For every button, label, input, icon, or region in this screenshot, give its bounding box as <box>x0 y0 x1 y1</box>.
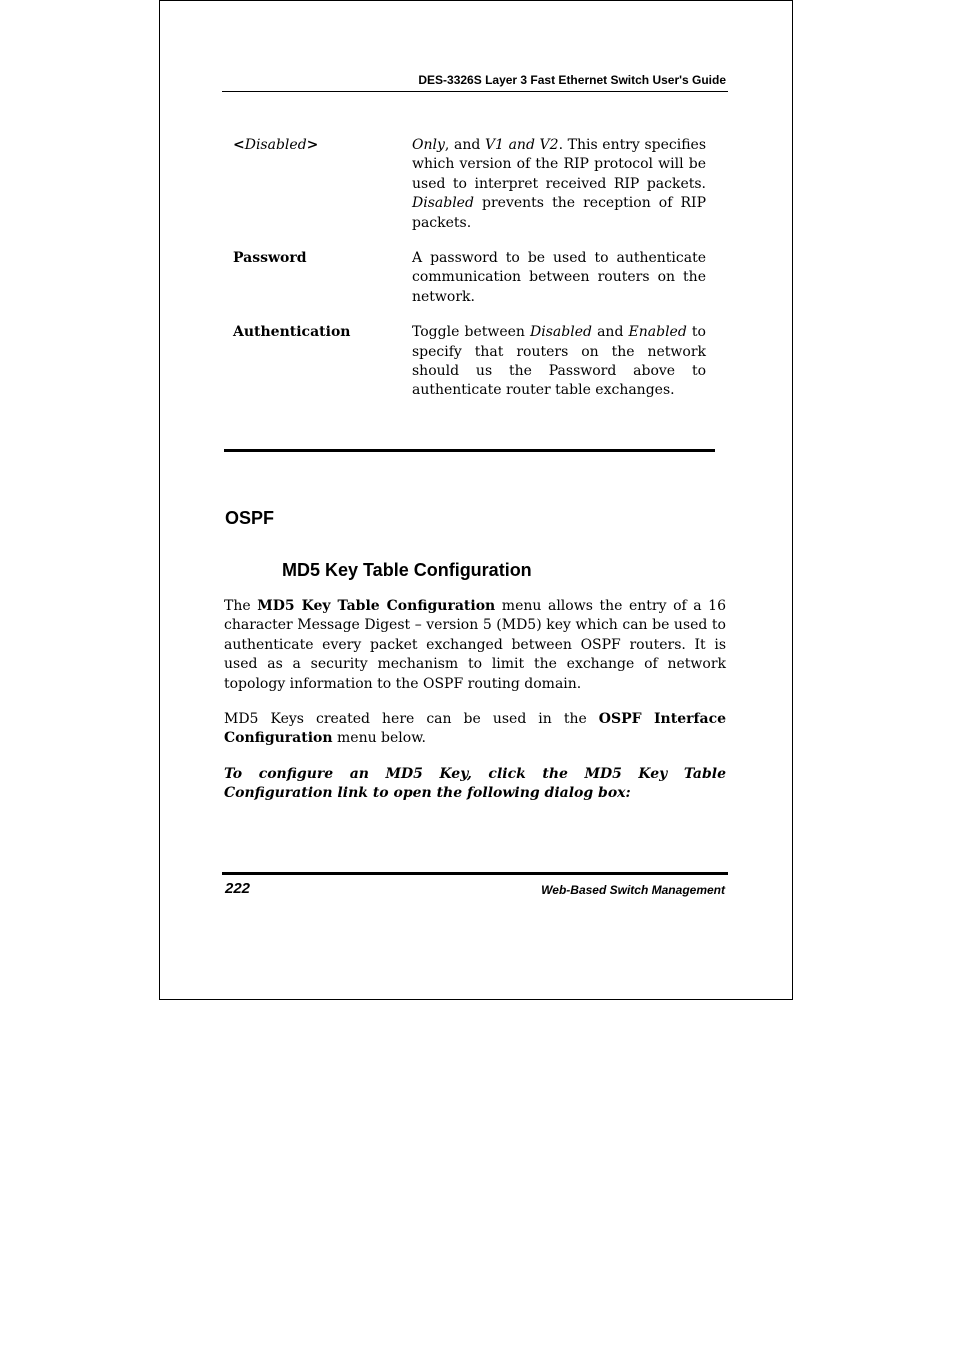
body-bold-term: MD5 Key Table Configuration <box>257 598 496 614</box>
body-text-run: MD5 Keys created here can be used in the <box>224 711 599 728</box>
header-divider <box>222 91 728 92</box>
param-name-disabled <box>224 136 412 233</box>
desc-emphasis: Enabled <box>628 324 687 341</box>
parameter-table <box>224 136 715 417</box>
desc-text: Toggle between <box>412 324 531 341</box>
param-desc-password: A password to be used to authenticate communication between routers on the network. <box>412 250 706 305</box>
body-text-run: The <box>224 598 258 614</box>
body-paragraph-2 <box>224 710 726 749</box>
param-row-disabled <box>224 136 715 233</box>
running-header: DES-3326S Layer 3 Fast Ethernet Switch User's Guide <box>418 73 726 87</box>
param-row-authentication <box>224 323 715 401</box>
body-paragraph-1 <box>224 597 726 694</box>
desc-text: , and <box>444 137 485 153</box>
desc-emphasis: Only <box>412 137 445 153</box>
desc-text: to specify that routers on the network should us the Password above to authenticate router table exchanges. <box>412 324 706 399</box>
param-name-disabled-text: Disabled <box>244 137 307 153</box>
param-name-password: Password <box>233 250 307 267</box>
desc-emphasis: Disabled <box>530 324 592 341</box>
desc-text: . This entry specifies which version of the RIP protocol will be used to interpret received RIP packets. <box>412 137 707 192</box>
param-row-password <box>224 249 715 307</box>
instruction-paragraph: To configure an MD5 Key, click the MD5 Key Table Configuration link to open the following dialog box: <box>224 765 726 802</box>
param-name-authentication: Authentication <box>233 324 351 341</box>
param-desc-disabled <box>412 136 706 233</box>
desc-text: and <box>591 324 629 341</box>
angle-close: > <box>306 137 319 153</box>
page-number: 222 <box>225 880 251 897</box>
body-text-run: menu allows the entry of a 16 character Message Digest – version 5 (MD5) key which can be used to authenticate every packet exchanged between OSPF routers. It is used as a security mechanism to limit the exchange of network topology information to the OSPF routing domain. <box>224 598 727 692</box>
subsection-heading: MD5 Key Table Configuration <box>282 560 532 580</box>
footer-divider <box>222 872 728 875</box>
section-heading: OSPF <box>225 508 275 528</box>
angle-open: < <box>233 137 245 153</box>
body-text <box>224 597 726 820</box>
desc-emphasis: V1 and V2 <box>484 137 559 153</box>
body-text-run: menu below. <box>332 730 426 747</box>
footer-title: Web-Based Switch Management <box>541 883 725 897</box>
body-bold-term: OSPF Interface Configuration <box>224 711 727 747</box>
desc-emphasis: Disabled <box>412 195 474 212</box>
param-desc-authentication <box>412 323 706 401</box>
table-bottom-rule <box>224 449 715 452</box>
desc-text: prevents the reception of RIP packets. <box>412 195 706 231</box>
